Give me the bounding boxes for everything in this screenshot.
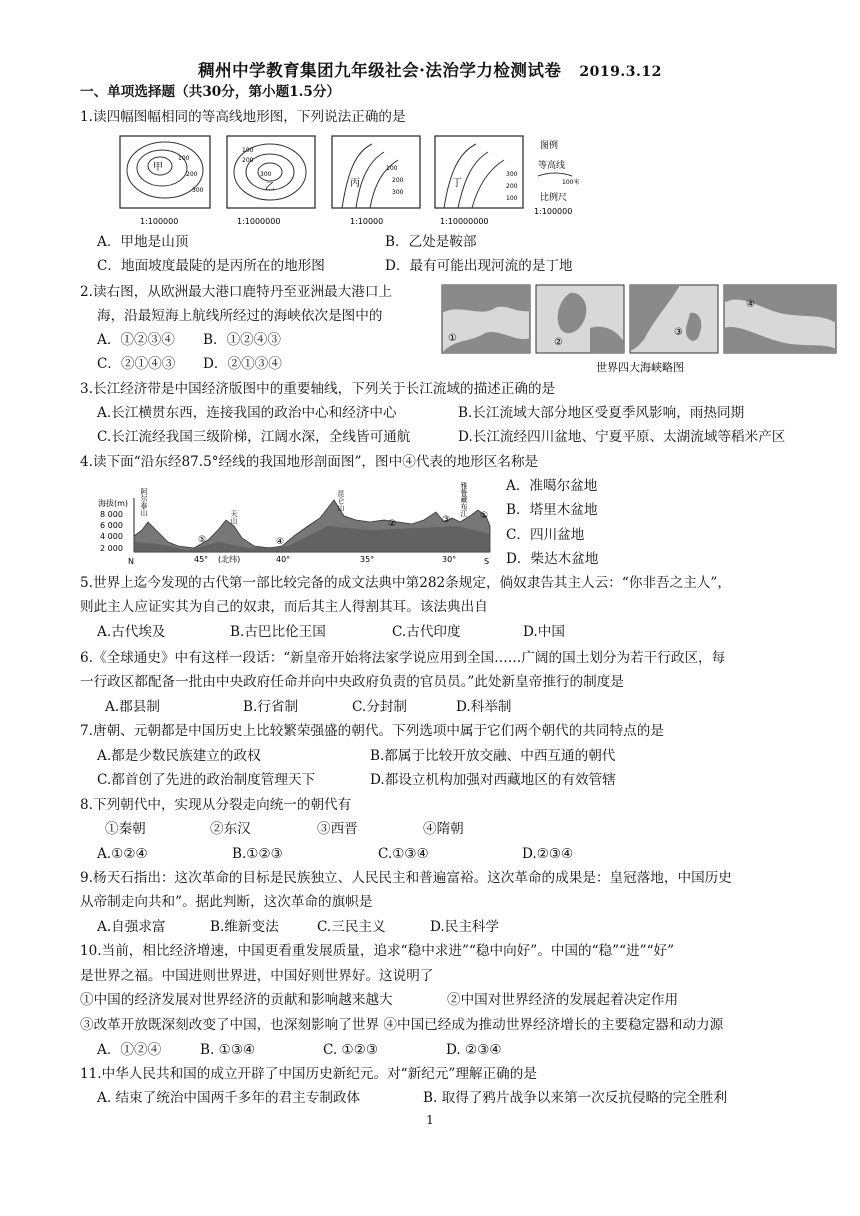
q5-option-b[interactable]: B.古巴比伦王国 xyxy=(230,624,326,640)
q3-stem: 3.长江经济带是中国经济版图中的重要轴线，下列关于长江流域的描述正确的是 xyxy=(80,381,556,397)
q7-option-c[interactable]: C.都首创了先进的政治制度管理天下 xyxy=(97,772,316,788)
q6-option-b[interactable]: B.行省制 xyxy=(243,699,299,715)
title-text: 稠州中学教育集团九年级社会·法治学力检测试卷 xyxy=(198,61,562,80)
profile-y-6000: 6 000 xyxy=(100,521,123,530)
contour-map-4 xyxy=(435,136,523,226)
map3-label: 丙 xyxy=(350,178,360,189)
q9-option-d[interactable]: D.民主科学 xyxy=(430,919,500,935)
contour-legend xyxy=(534,139,579,216)
strait-label-3: ③ xyxy=(674,327,683,338)
q6-stem-line2: 一行政区都配备一批由中央政府任命并向中央政府负责的官员员。”此处新皇帝推行的制度是 xyxy=(80,674,624,690)
profile-mountain-altai: 阿尔泰山 xyxy=(140,488,148,516)
profile-y-2000: 2 000 xyxy=(100,544,123,553)
q2-stem-line1: 2.读右图，从欧洲最大港口鹿特丹至亚洲最大港口上 xyxy=(80,284,393,300)
strait-panel-3 xyxy=(630,285,718,353)
q8-option-c[interactable]: C.①③④ xyxy=(378,846,429,862)
profile-y-4000: 4 000 xyxy=(100,532,123,541)
q7-stem: 7.唐朝、元朝都是中国历史上比较繁荣强盛的朝代。下列选项中属于它们两个朝代的共同特点的是 xyxy=(80,723,664,739)
map2-c1: 100 xyxy=(242,147,254,154)
q6-option-c[interactable]: C.分封制 xyxy=(352,699,408,715)
q3-option-d[interactable]: D.长江流经四川盆地、宁夏平原、太湖流域等稻米产区 xyxy=(458,429,786,445)
q11-stem: 11.中华人民共和国的成立开辟了中国历史新纪元。对“新纪元”理解正确的是 xyxy=(80,1066,537,1082)
map1-label: 甲 xyxy=(153,162,163,173)
profile-x-30: 30° xyxy=(442,555,457,564)
profile-mountain-kunlun: 昆仑山 xyxy=(337,490,345,511)
profile-end-n: N xyxy=(128,557,134,566)
profile-marker-1: ① xyxy=(480,511,489,521)
map1-c2: 200 xyxy=(186,171,198,178)
profile-marker-2: ② xyxy=(388,519,397,529)
profile-y-label: 海拔(m) xyxy=(98,499,129,508)
q6-option-a[interactable]: A.郡县制 xyxy=(105,699,160,715)
profile-x-45: 45° xyxy=(194,555,209,564)
q3-option-a[interactable]: A.长江横贯东西，连接我国的政治中心和经济中心 xyxy=(97,405,397,421)
q10-stem-line2: 是世界之福。中国进则世界进，中国好则世界好。这说明了 xyxy=(80,968,434,984)
q8-item-2: ②东汉 xyxy=(210,821,251,837)
profile-x-35: 35° xyxy=(360,555,375,564)
q7-option-d[interactable]: D.都设立机构加强对西藏地区的有效管辖 xyxy=(370,772,616,788)
q5-option-a[interactable]: A.古代埃及 xyxy=(97,624,166,640)
strait-map-caption: 世界四大海峡略图 xyxy=(596,361,684,374)
q1-contour-maps xyxy=(110,130,600,230)
legend-scale-label: 比例尺 xyxy=(540,193,568,203)
q7-option-a[interactable]: A.都是少数民族建立的政权 xyxy=(97,748,261,764)
q1-option-c[interactable]: C．地面坡度最陡的是丙所在的地形图 xyxy=(97,258,325,274)
q4-option-c[interactable]: C．四川盆地 xyxy=(506,527,585,543)
q10-item-2: ②中国对世界经济的发展起着决定作用 xyxy=(447,992,679,1008)
q10-option-c[interactable]: C. ①②③ xyxy=(323,1042,379,1058)
strait-label-2: ② xyxy=(554,337,563,348)
contour-map-2 xyxy=(227,136,315,226)
q1-stem: 1.读四幅图幅相同的等高线地形图，下列说法正确的是 xyxy=(80,109,406,125)
q2-option-b[interactable]: B．①②④③ xyxy=(203,332,281,348)
strait-label-1: ① xyxy=(448,333,457,344)
q5-stem-line1: 5.世界上迄今发现的古代第一部比较完备的成文法典中第282条规定，倘奴隶告其主人云：“你非吾之主人”， xyxy=(80,575,731,591)
q9-option-a[interactable]: A.自强求富 xyxy=(97,919,166,935)
profile-x-40: 40° xyxy=(276,555,291,564)
q4-terrain-profile xyxy=(98,476,496,568)
map3-c1: 100 xyxy=(386,165,398,172)
q2-stem-line2: 海，沿最短海上航线所经过的海峡依次是图中的 xyxy=(97,308,383,324)
section-heading: 一、单项选择题（共30分，第小题1.5分） xyxy=(80,84,341,100)
map2-c3: 300 xyxy=(260,171,272,178)
profile-end-s: S xyxy=(484,557,490,566)
legend-scale-value: 1:100000 xyxy=(534,207,573,216)
map3-c2: 200 xyxy=(392,177,404,184)
q10-item-1: ①中国的经济发展对世界经济的贡献和影响越来越大 xyxy=(80,992,393,1008)
q4-option-b[interactable]: B．塔里木盆地 xyxy=(506,502,598,518)
q5-option-d[interactable]: D.中国 xyxy=(523,624,565,640)
q10-option-b[interactable]: B. ①③④ xyxy=(200,1042,256,1058)
q9-stem-line2: 从帝制走向共和”。据此判断，这次革命的旗帜是 xyxy=(80,894,373,910)
map1-c3: 300 xyxy=(192,187,204,194)
q6-stem-line1: 6.《全球通史》中有这样一段话：“新皇帝开始将法家学说应用到全国……广阔的国土划分为若干行政区，每 xyxy=(80,650,726,666)
q8-stem: 8.下列朝代中，实现从分裂走向统一的朝代有 xyxy=(80,797,352,813)
strait-label-4: ④ xyxy=(746,299,755,310)
q2-option-c[interactable]: C．②①④③ xyxy=(97,356,176,372)
q2-option-a[interactable]: A．①②③④ xyxy=(97,332,175,348)
map4-c1: 300 xyxy=(506,171,518,178)
q5-stem-line2: 则此主人应证实其为自己的奴隶，而后其主人得割其耳。该法典出自 xyxy=(80,599,488,615)
q3-option-b[interactable]: B.长江流域大部分地区受夏季风影响，雨热同期 xyxy=(458,405,745,421)
q10-items-3-4: ③改革开放既深刻改变了中国，也深刻影响了世界 ④中国已经成为推动世界经济增长的主要稳定器和动力源 xyxy=(80,1017,724,1033)
profile-x-north: (北纬) xyxy=(218,555,241,564)
profile-marker-3: ③ xyxy=(442,515,451,525)
map1-c1: 100 xyxy=(178,155,190,162)
q1-option-a[interactable]: A．甲地是山顶 xyxy=(97,234,189,250)
strait-panel-2 xyxy=(536,285,624,353)
map4-scale: 1:10000000 xyxy=(440,217,489,226)
q8-option-d[interactable]: D.②③④ xyxy=(522,846,574,862)
q5-option-c[interactable]: C.古代印度 xyxy=(392,624,461,640)
map4-c3: 100 xyxy=(506,195,518,202)
profile-y-8000: 8 000 xyxy=(100,510,123,519)
contour-map-3 xyxy=(332,136,420,226)
profile-mountain-tianshan: 天山 xyxy=(230,510,238,524)
q8-item-3: ③西晋 xyxy=(317,821,358,837)
map2-scale: 1:1000000 xyxy=(237,217,281,226)
q10-stem-line1: 10.当前，相比经济增速，中国更看重发展质量，追求“稳中求进”“稳中向好”。中国的“稳”“进”“好” xyxy=(80,943,675,959)
q10-option-a[interactable]: A．①②④ xyxy=(97,1042,162,1058)
q2-option-d[interactable]: D．②①③④ xyxy=(203,356,282,372)
q8-item-4: ④隋朝 xyxy=(423,821,464,837)
profile-marker-4: ④ xyxy=(276,537,285,547)
q3-option-c[interactable]: C.长江流经我国三级阶梯，江阔水深，全线皆可通航 xyxy=(97,429,411,445)
legend-contour: 等高线 xyxy=(538,161,566,171)
q2-strait-map xyxy=(440,283,840,378)
map2-label: 乙 xyxy=(265,182,275,193)
q10-option-d[interactable]: D. ②③④ xyxy=(446,1042,502,1058)
q11-option-b[interactable]: B. 取得了鸦片战争以来第一次反抗侵略的完全胜利 xyxy=(423,1090,728,1106)
q9-option-b[interactable]: B.维新变法 xyxy=(210,919,279,935)
q4-option-a[interactable]: A．准噶尔盆地 xyxy=(506,478,598,494)
q8-option-b[interactable]: B.①②③ xyxy=(232,846,283,862)
q1-option-b[interactable]: B．乙处是鞍部 xyxy=(385,234,477,250)
q4-option-d[interactable]: D．柴达木盆地 xyxy=(506,551,599,567)
legend-contour-value: 100米 xyxy=(562,179,580,186)
contour-map-1 xyxy=(120,136,210,226)
strait-panel-1 xyxy=(442,285,530,353)
map4-c2: 200 xyxy=(506,183,518,190)
page-number: 1 xyxy=(426,1113,434,1127)
exam-date: 2019.3.12 xyxy=(579,64,662,80)
profile-marker-5: ⑤ xyxy=(198,535,207,545)
q6-option-d[interactable]: D.科举制 xyxy=(456,699,512,715)
legend-title: 图例 xyxy=(540,141,559,151)
q8-item-1: ①秦朝 xyxy=(105,821,146,837)
exam-title xyxy=(0,57,860,81)
q9-option-c[interactable]: C.三民主义 xyxy=(317,919,386,935)
map3-scale: 1:10000 xyxy=(350,217,384,226)
map2-c2: 200 xyxy=(242,157,254,164)
map3-c3: 300 xyxy=(392,189,404,196)
q1-option-d[interactable]: D．最有可能出现河流的是丁地 xyxy=(385,258,573,274)
strait-panel-4 xyxy=(724,285,836,353)
map4-label: 丁 xyxy=(452,178,462,189)
q9-stem-line1: 9.杨天石指出：这次革命的目标是民族独立、人民民主和普遍富裕。这次革命的成果是：皇冠落地，中国历史 xyxy=(80,870,732,886)
map1-scale: 1:100000 xyxy=(140,217,179,226)
q8-option-a[interactable]: A.①②④ xyxy=(97,846,148,862)
profile-river-yarlung: 雅鲁藏布江 xyxy=(460,482,468,517)
q11-option-a[interactable]: A. 结束了统治中国两千多年的君主专制政体 xyxy=(97,1090,361,1106)
q7-option-b[interactable]: B.都属于比较开放交融、中西互通的朝代 xyxy=(370,748,616,764)
q4-stem: 4.读下面“沿东经87.5°经线的我国地形剖面图”，图中④代表的地形区名称是 xyxy=(80,454,539,470)
